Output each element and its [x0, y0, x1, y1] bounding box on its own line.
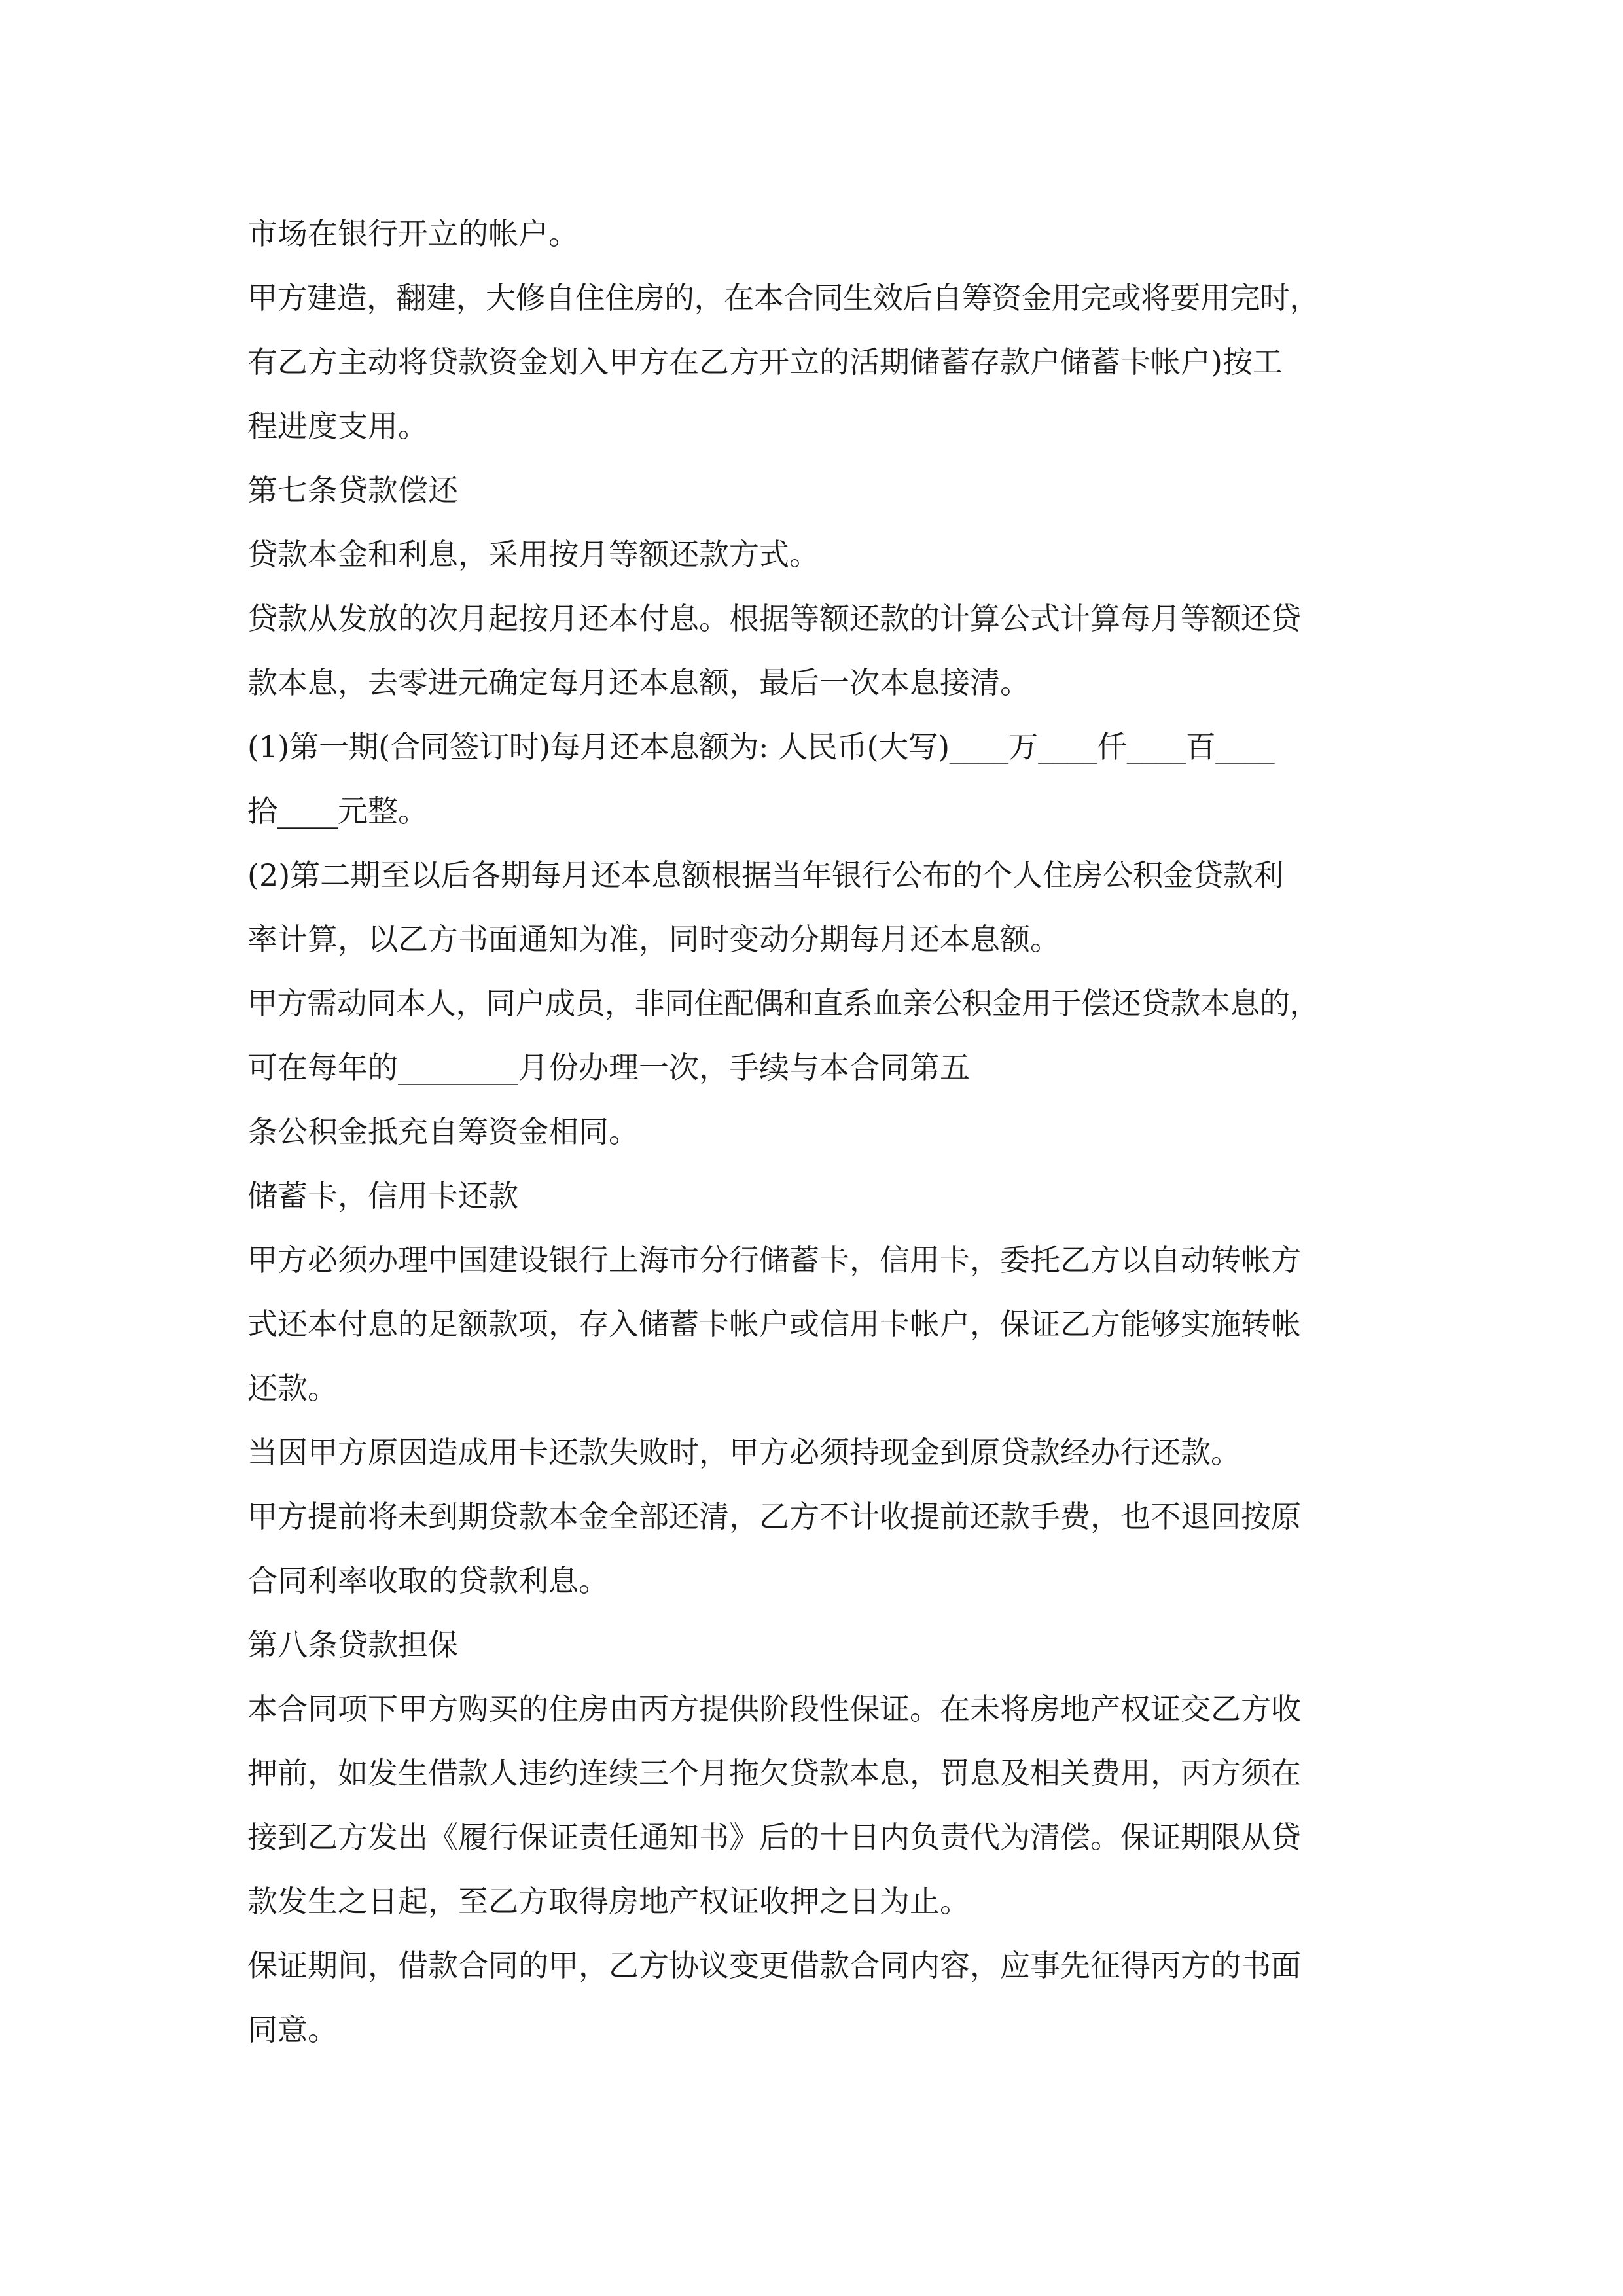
text-line: 押前，如发生借款人违约连续三个月拖欠贷款本息，罚息及相关费用，丙方须在 [247, 1755, 1301, 1791]
text-line: 甲方必须办理中国建设银行上海市分行储蓄卡，信用卡，委托乙方以自动转帐方 [247, 1242, 1301, 1278]
contract-text-body [247, 202, 1399, 2062]
text-line: 合同利率收取的贷款利息。 [247, 1563, 609, 1598]
text-line: 接到乙方发出《履行保证责任通知书》后的十日内负责代为清偿。保证期限从贷 [247, 1820, 1301, 1855]
section-heading: 储蓄卡，信用卡还款 [247, 1178, 518, 1213]
text-line: (2)第二期至以后各期每月还本息额根据当年银行公布的个人住房公积金贷款利 [247, 857, 1284, 893]
text-line: (1)第一期(合同签订时)每月还本息额为: 人民币(大写)____万____仟____百____ [247, 729, 1275, 764]
text-line: 甲方建造，翻建，大修自住住房的，在本合同生效后自筹资金用完或将要用完时， [247, 280, 1319, 315]
text-line: 贷款从发放的次月起按月还本付息。根据等额还款的计算公式计算每月等额还贷 [247, 601, 1301, 636]
text-line: 拾____元整。 [247, 793, 428, 829]
text-line: 程进度支用。 [247, 408, 428, 444]
text-line: 率计算，以乙方书面通知为准，同时变动分期每月还本息额。 [247, 922, 1060, 957]
text-line: 甲方提前将未到期贷款本金全部还清，乙方不计收提前还款手费，也不退回按原 [247, 1499, 1301, 1534]
text-line: 款本息，去零进元确定每月还本息额，最后一次本息接清。 [247, 665, 1030, 700]
text-line: 还款。 [247, 1371, 338, 1406]
text-line: 保证期间，借款合同的甲，乙方协议变更借款合同内容，应事先征得丙方的书面 [247, 1948, 1301, 1983]
section-heading: 第七条贷款偿还 [247, 473, 458, 508]
text-line: 当因甲方原因造成用卡还款失败时，甲方必须持现金到原贷款经办行还款。 [247, 1435, 1241, 1470]
section-heading: 第八条贷款担保 [247, 1627, 458, 1662]
text-line: 可在每年的________月份办理一次，手续与本合同第五 [247, 1050, 970, 1085]
text-line: 同意。 [247, 2012, 338, 2047]
text-line: 条公积金抵充自筹资金相同。 [247, 1114, 639, 1149]
text-line: 有乙方主动将贷款资金划入甲方在乙方开立的活期储蓄存款户储蓄卡帐户)按工 [247, 344, 1283, 380]
text-line: 贷款本金和利息，采用按月等额还款方式。 [247, 537, 819, 572]
text-line: 款发生之日起，至乙方取得房地产权证收押之日为止。 [247, 1884, 970, 1919]
text-line: 甲方需动同本人，同户成员，非同住配偶和直系血亲公积金用于偿还贷款本息的， [247, 986, 1319, 1021]
text-line: 式还本付息的足额款项，存入储蓄卡帐户或信用卡帐户，保证乙方能够实施转帐 [247, 1306, 1301, 1342]
text-line: 本合同项下甲方购买的住房由丙方提供阶段性保证。在未将房地产权证交乙方收 [247, 1691, 1301, 1727]
text-line: 市场在银行开立的帐户。 [247, 216, 579, 251]
